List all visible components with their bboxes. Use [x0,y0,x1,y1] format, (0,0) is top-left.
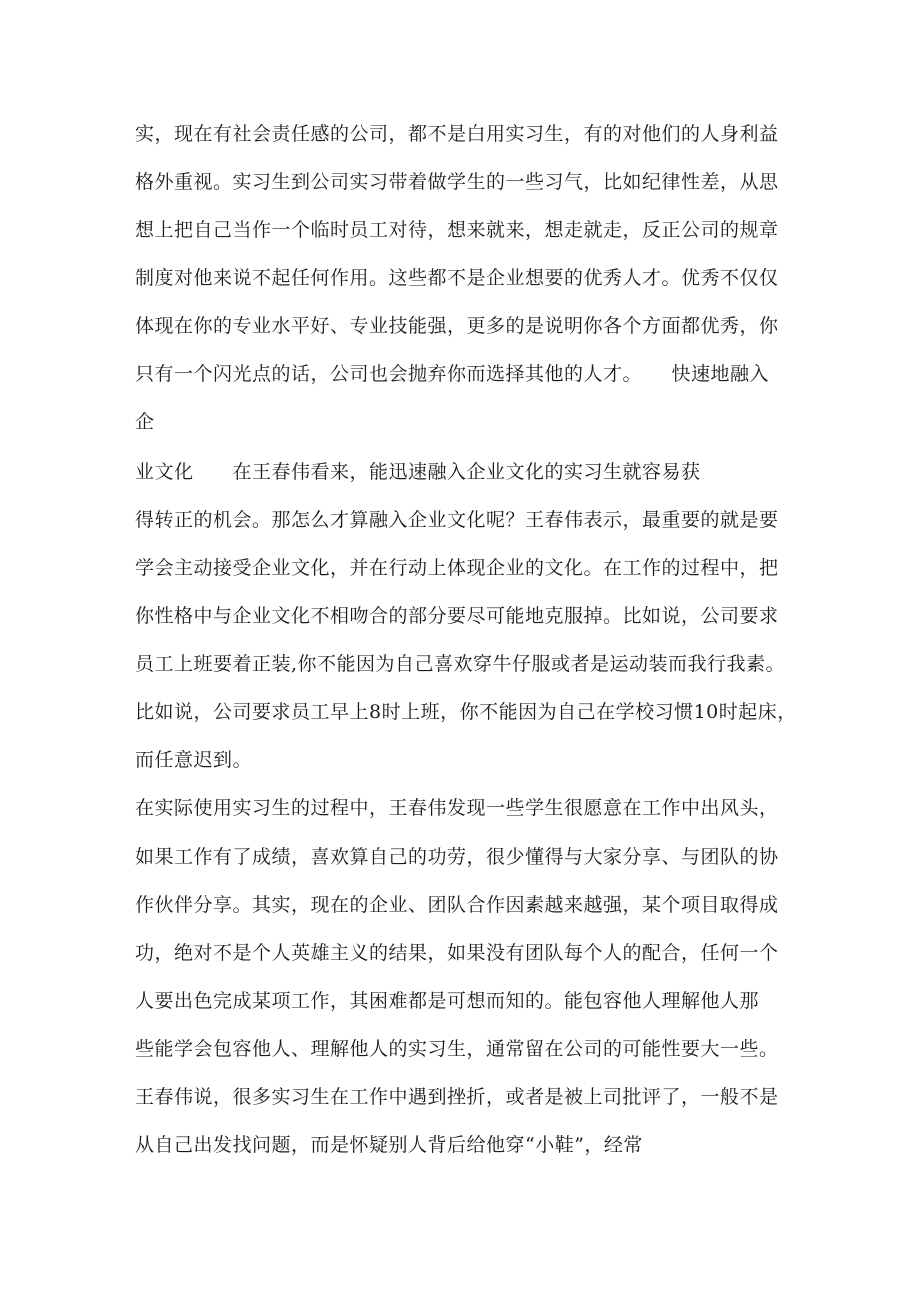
text-line: 学会主动接受企业文化，并在行动上体现企业的文化。在工作的过程中，把 [135,557,779,579]
text-line: 格外重视。实习生到公司实习带着做学生的一些习气，比如纪律性差，从思 [135,171,779,193]
text-line: 而任意迟到。 [135,749,253,771]
text-line: 只有一个闪光点的话，公司也会抛弃你而选择其他的人才。 快速地融入 [135,363,770,385]
text-line: 制度对他来说不起任何作用。这些都不是企业想要的优秀人才。优秀不仅仅 [135,267,779,289]
text-line: 人要出色完成某项工作，其困难都是可想而知的。能包容他人理解他人那 [135,990,760,1012]
text-line: 实，现在有社会责任感的公司，都不是白用实习生，有的对他们的人身利益 [135,123,779,145]
text-line: 王春伟说，很多实习生在工作中遇到挫折，或者是被上司批评了，一般不是 [135,1086,779,1108]
text-line: 功，绝对不是个人英雄主义的结果，如果没有团队每个人的配合，任何一个 [135,942,779,964]
text-line: 如果工作有了成绩，喜欢算自己的功劳，很少懂得与大家分享、与团队的协 [135,846,779,868]
text-line: 得转正的机会。那怎么才算融入企业文化呢？王春伟表示，最重要的就是要 [135,509,779,531]
text-line: 比如说，公司要求员工早上8时上班，你不能因为自己在学校习惯10时起床， [135,701,797,723]
text-line: 企 [135,411,155,433]
text-line: 体现在你的专业水平好、专业技能强，更多的是说明你各个方面都优秀，你 [135,315,779,337]
text-line: 在实际使用实习生的过程中，王春伟发现一些学生很愿意在工作中出风头， [135,797,779,819]
text-line: 从自己出发找问题，而是怀疑别人背后给他穿“小鞋”，经常 [135,1134,643,1156]
text-line: 想上把自己当作一个临时员工对待，想来就来，想走就走，反正公司的规章 [135,219,779,241]
text-line: 作伙伴分享。其实，现在的企业、团队合作因素越来越强，某个项目取得成 [135,894,779,916]
section-heading-line: 业文化 在王春伟看来，能迅速融入企业文化的实习生就容易获 [135,461,701,483]
text-line: 些能学会包容他人、理解他人的实习生，通常留在公司的可能性要大一些。 [135,1038,779,1060]
text-line: 你性格中与企业文化不相吻合的部分要尽可能地克服掉。比如说，公司要求 [135,605,779,627]
text-line: 员工上班要着正装,你不能因为自己喜欢穿牛仔服或者是运动装而我行我素。 [135,653,786,675]
